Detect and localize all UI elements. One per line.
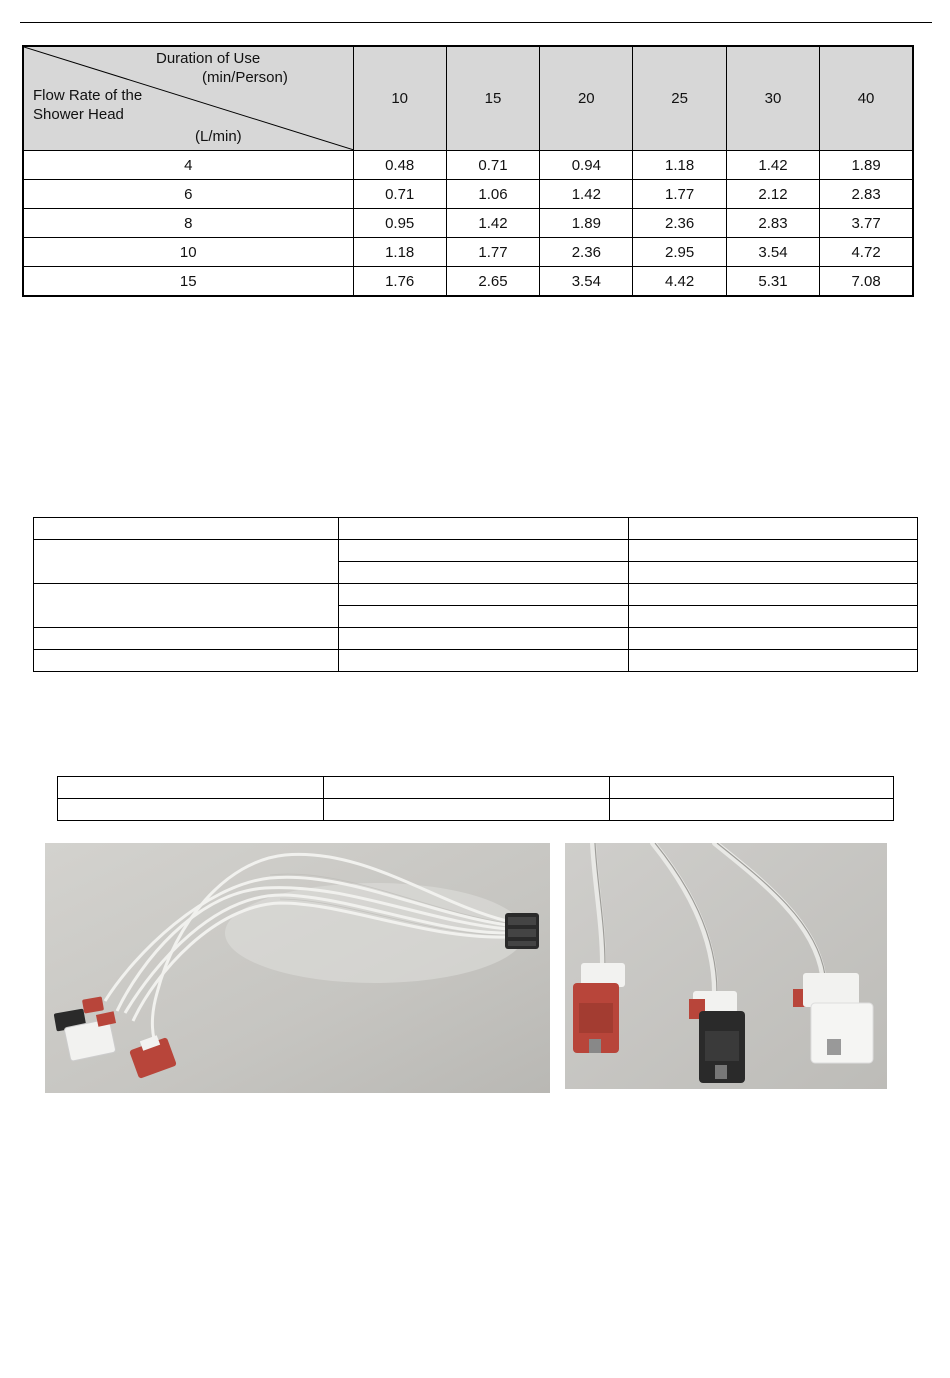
grid-row <box>34 650 918 672</box>
wire-harness-photo <box>45 843 550 1093</box>
table-row <box>23 209 913 238</box>
grid-cell <box>629 650 918 672</box>
flow-rate-unit: (L/min) <box>195 128 242 145</box>
table-cell: 2.83 <box>726 209 819 238</box>
grid-row <box>34 628 918 650</box>
duration-label: Duration of Use <box>156 50 261 67</box>
table-cell: 0.94 <box>540 151 633 180</box>
grid-cell <box>610 799 894 821</box>
grid-merged-cell <box>34 540 339 584</box>
grid-row <box>34 540 918 562</box>
water-usage-table <box>22 45 914 297</box>
column-header: 15 <box>446 46 539 151</box>
grid-cell <box>339 584 629 606</box>
table-cell: 1.77 <box>446 238 539 267</box>
table-cell: 1.42 <box>540 180 633 209</box>
top-rule <box>20 22 932 23</box>
grid-cell <box>339 518 629 540</box>
table-cell: 3.54 <box>726 238 819 267</box>
table-cell: 3.54 <box>540 267 633 297</box>
table-cell: 0.48 <box>353 151 446 180</box>
grid-cell <box>339 628 629 650</box>
grid-cell <box>339 650 629 672</box>
grid-row <box>34 518 918 540</box>
multi-pin-connector <box>505 913 539 949</box>
connector-closeup-photo <box>565 843 887 1089</box>
grid-cell <box>34 628 339 650</box>
table-row <box>23 180 913 209</box>
table-cell: 1.89 <box>540 209 633 238</box>
table-cell: 4.42 <box>633 267 726 297</box>
flow-rate-label-line1: Flow Rate of the <box>33 87 143 104</box>
table-cell: 1.42 <box>726 151 819 180</box>
grid-row <box>34 584 918 606</box>
table-cell: 1.18 <box>353 238 446 267</box>
grid-cell <box>324 777 610 799</box>
grid-cell <box>324 799 610 821</box>
empty-grid-table-small <box>57 776 894 821</box>
empty-grid-table <box>33 517 918 672</box>
table-cell: 2.36 <box>633 209 726 238</box>
flow-rate-cell: 15 <box>23 267 353 297</box>
table-cell: 2.95 <box>633 238 726 267</box>
table-cell: 1.89 <box>820 151 913 180</box>
table-cell: 3.77 <box>820 209 913 238</box>
flow-rate-cell: 10 <box>23 238 353 267</box>
grid-merged-cell <box>34 584 339 628</box>
table-cell: 4.72 <box>820 238 913 267</box>
table-cell: 1.06 <box>446 180 539 209</box>
grid-row <box>58 777 894 799</box>
grid-cell <box>58 777 324 799</box>
table-header-row <box>23 46 913 151</box>
column-header: 40 <box>820 46 913 151</box>
grid-cell <box>629 584 918 606</box>
flow-rate-label-line2: Shower Head <box>33 106 124 123</box>
flow-rate-cell: 8 <box>23 209 353 238</box>
grid-row <box>58 799 894 821</box>
column-header: 10 <box>353 46 446 151</box>
table-cell: 2.12 <box>726 180 819 209</box>
duration-unit: (min/Person) <box>202 69 288 86</box>
table-row <box>23 267 913 297</box>
table-cell: 1.42 <box>446 209 539 238</box>
grid-cell <box>339 540 629 562</box>
corner-header-cell <box>23 46 353 151</box>
table-cell: 0.71 <box>353 180 446 209</box>
table-cell: 7.08 <box>820 267 913 297</box>
table-row <box>23 238 913 267</box>
table-cell: 1.77 <box>633 180 726 209</box>
grid-cell <box>629 562 918 584</box>
grid-cell <box>339 606 629 628</box>
table-cell: 1.18 <box>633 151 726 180</box>
table-cell: 2.65 <box>446 267 539 297</box>
grid-cell <box>58 799 324 821</box>
grid-cell <box>34 650 339 672</box>
table-cell: 2.36 <box>540 238 633 267</box>
column-header: 25 <box>633 46 726 151</box>
flow-rate-label <box>33 86 142 124</box>
table-cell: 0.95 <box>353 209 446 238</box>
table-row <box>23 151 913 180</box>
column-header: 30 <box>726 46 819 151</box>
flow-rate-cell: 6 <box>23 180 353 209</box>
table-cell: 2.83 <box>820 180 913 209</box>
grid-cell <box>34 518 339 540</box>
table-cell: 0.71 <box>446 151 539 180</box>
table-cell: 5.31 <box>726 267 819 297</box>
grid-cell <box>629 628 918 650</box>
grid-cell <box>339 562 629 584</box>
grid-cell <box>629 540 918 562</box>
grid-cell <box>629 518 918 540</box>
grid-cell <box>610 777 894 799</box>
table-cell: 1.76 <box>353 267 446 297</box>
grid-cell <box>629 606 918 628</box>
column-header: 20 <box>540 46 633 151</box>
flow-rate-cell: 4 <box>23 151 353 180</box>
